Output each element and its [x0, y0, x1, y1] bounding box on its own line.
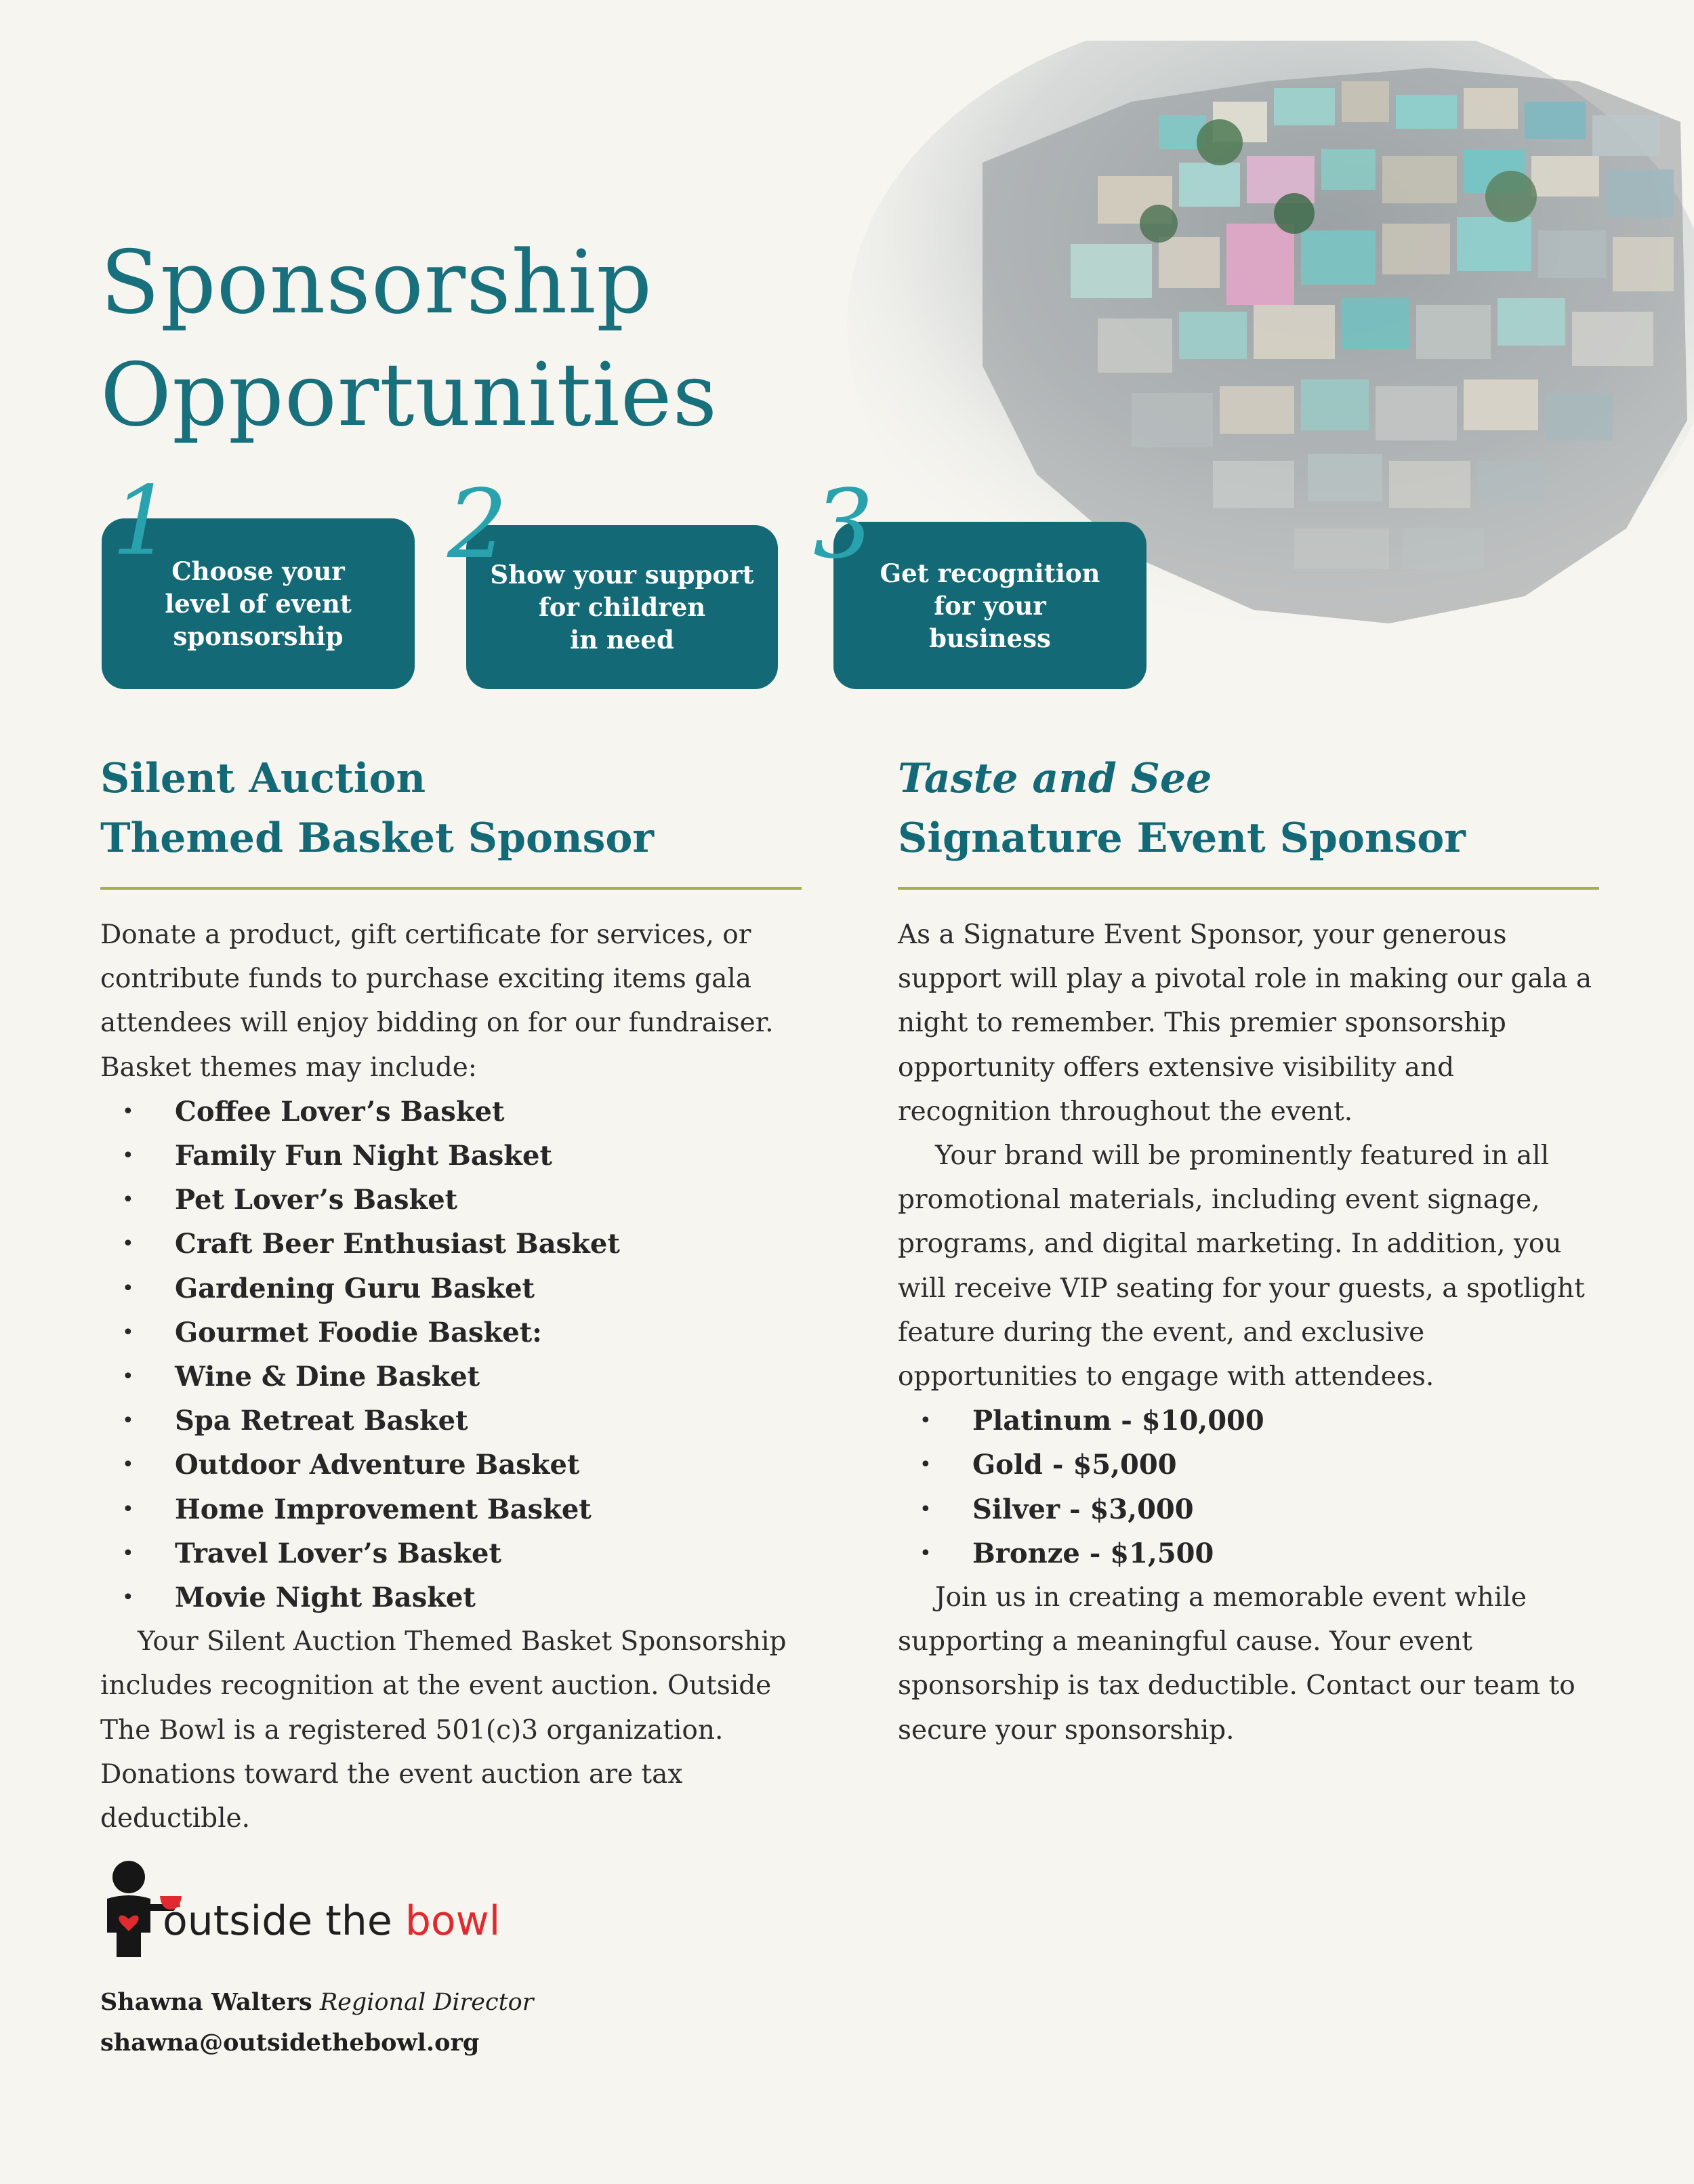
contact-email[interactable]: shawna@outsidethebowl.org: [100, 2029, 480, 2057]
step-2-number: 2: [447, 470, 508, 580]
step-2-box: Show your support for children in need: [466, 525, 778, 689]
title-line-1: Sponsorship: [100, 232, 653, 333]
list-item: • Craft Beer Enthusiast Basket: [100, 1222, 802, 1266]
list-item: • Family Fun Night Basket: [100, 1134, 802, 1178]
list-item: • Pet Lover’s Basket: [100, 1178, 802, 1222]
signature-sponsor-heading-main: Signature Event Sponsor: [898, 815, 1466, 862]
silent-auction-closing: Your Silent Auction Themed Basket Sponsorship includes recognition at the event auction. Outside The Bowl is a registered 501(c)3 organization. Donations toward the event auction are tax deductible.: [100, 1626, 787, 1834]
contact-info: [100, 1982, 533, 2063]
silent-auction-heading: [100, 749, 802, 868]
signature-sponsor-section: [898, 749, 1599, 1752]
list-item: • Gold - $5,000: [898, 1443, 1599, 1487]
list-item: • Outdoor Adventure Basket: [100, 1443, 802, 1487]
step-3-number: 3: [813, 470, 874, 580]
logo-wordmark: [163, 1897, 500, 1945]
page-title: [100, 227, 718, 452]
section-divider: [898, 887, 1599, 890]
signature-sponsor-heading: [898, 749, 1599, 868]
list-item: • Coffee Lover’s Basket: [100, 1090, 802, 1134]
silent-auction-intro: Donate a product, gift certificate for services, or contribute funds to purchase exciting items gala attendees will enjoy bidding on for our fundraiser. Basket themes may include:: [100, 920, 774, 1083]
silent-auction-heading-line-1: Silent Auction: [100, 755, 426, 802]
list-item: • Silver - $3,000: [898, 1487, 1599, 1531]
list-item: • Gourmet Foodie Basket:: [100, 1311, 802, 1355]
title-line-2: Opportunities: [100, 345, 718, 446]
list-item: • Bronze - $1,500: [898, 1531, 1599, 1575]
sponsorship-levels: [898, 1399, 1599, 1575]
contact-name: Shawna Walters: [100, 1988, 312, 2016]
silent-auction-heading-line-2: Themed Basket Sponsor: [100, 815, 655, 862]
contact-role: Regional Director: [319, 1989, 534, 2016]
step-1-box: Choose your level of event sponsorship: [102, 518, 415, 689]
basket-list: [100, 1090, 802, 1620]
signature-para-3: Join us in creating a memorable event while supporting a meaningful cause. Your event sponsorship is tax deductible. Contact our team to secure your sponsorship.: [898, 1582, 1575, 1746]
step-3-box: Get recognition for your business: [833, 522, 1146, 689]
signature-para-2: Your brand will be prominently featured in all promotional materials, including event signage, programs, and digital marketing. In addition, you will receive VIP seating for your guests, a spotlight feature during the event, and exclusive opportunities to engage with attendees.: [898, 1140, 1585, 1393]
list-item: • Gardening Guru Basket: [100, 1266, 802, 1311]
logo-text-main: outside the: [163, 1897, 405, 1945]
step-1-number: 1: [112, 466, 173, 577]
outside-the-bowl-logo: [100, 1857, 534, 1958]
list-item: • Platinum - $10,000: [898, 1399, 1599, 1443]
signature-para-1: As a Signature Event Sponsor, your generous support will play a pivotal role in making our gala a night to remember. This premier sponsorship opportunity offers extensive visibility and recognition throughout the event.: [898, 920, 1592, 1127]
list-item: • Travel Lover’s Basket: [100, 1531, 802, 1575]
section-divider: [100, 887, 802, 890]
silent-auction-section: [100, 749, 802, 1840]
list-item: • Wine & Dine Basket: [100, 1355, 802, 1399]
signature-sponsor-heading-italic: Taste and See: [898, 755, 1212, 802]
list-item: • Spa Retreat Basket: [100, 1399, 802, 1443]
list-item: • Movie Night Basket: [100, 1575, 802, 1620]
logo-text-accent: bowl: [405, 1897, 501, 1945]
list-item: • Home Improvement Basket: [100, 1487, 802, 1531]
